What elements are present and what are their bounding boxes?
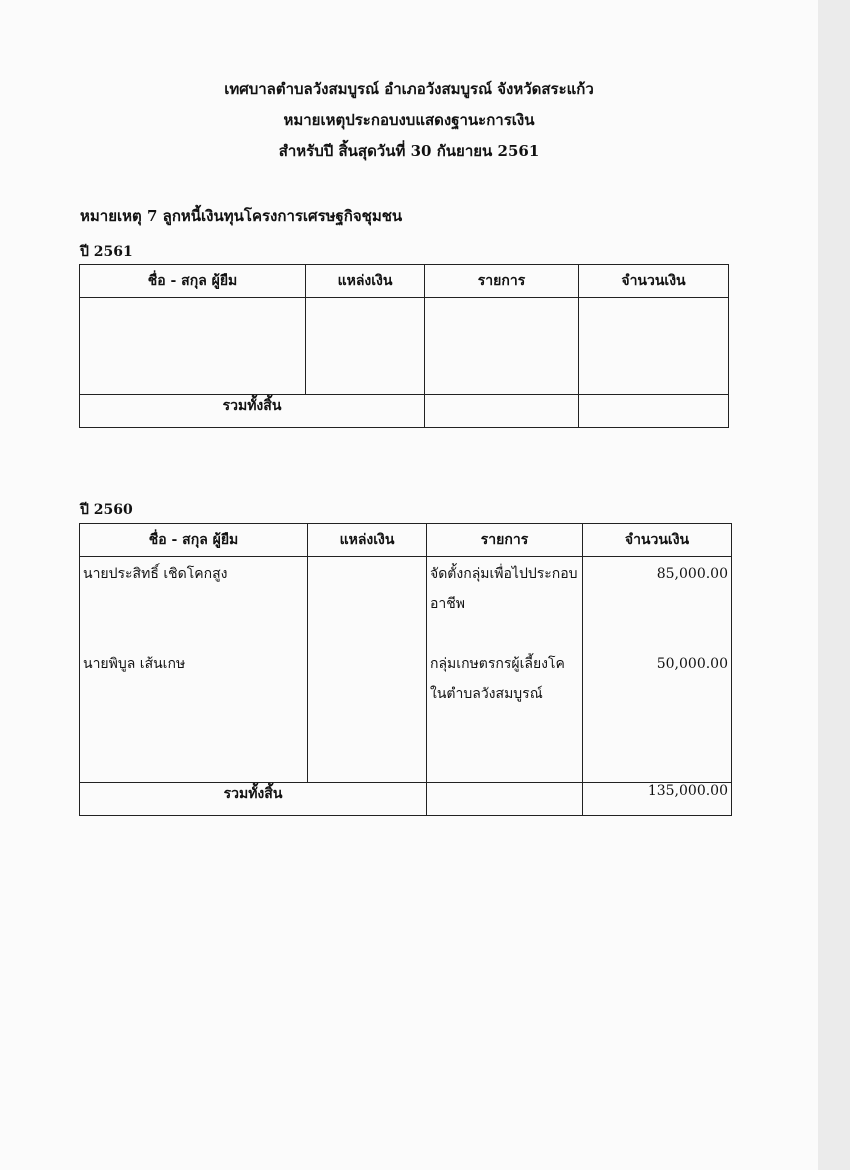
loan-amount: 50,000.00 bbox=[656, 656, 728, 672]
col-header-name: ชื่อ - สกุล ผู้ยืม bbox=[80, 265, 306, 298]
cell-item bbox=[427, 557, 583, 783]
table-row-empty bbox=[80, 298, 729, 395]
table-header-row bbox=[80, 524, 732, 557]
cell-name bbox=[80, 298, 306, 395]
item-description: จัดตั้งกลุ่มเพื่อไปประกอบ bbox=[430, 566, 578, 582]
loan-amount: 85,000.00 bbox=[656, 566, 728, 582]
cell-amount bbox=[583, 557, 732, 783]
cell-source bbox=[306, 298, 425, 395]
borrower-name: นายพิบูล เส้นเกษ bbox=[83, 656, 186, 672]
total-label: รวมทั้งสิ้น bbox=[80, 395, 425, 428]
header-period: สำหรับปี สิ้นสุดวันที่ 30 กันยายน 2561 bbox=[278, 142, 540, 160]
note-title: หมายเหตุ 7 ลูกหนี้เงินทุนโครงการเศรษฐกิจชุมชน bbox=[80, 207, 403, 225]
table-2561 bbox=[79, 264, 729, 428]
col-header-source: แหล่งเงิน bbox=[308, 524, 427, 557]
cell-name bbox=[80, 557, 308, 783]
cell-amount bbox=[579, 298, 729, 395]
total-row bbox=[80, 395, 729, 428]
total-row bbox=[80, 783, 732, 816]
col-header-amount: จำนวนเงิน bbox=[579, 265, 729, 298]
cell-item bbox=[425, 298, 579, 395]
col-header-source: แหล่งเงิน bbox=[306, 265, 425, 298]
year-2561-label: ปี 2561 bbox=[80, 244, 133, 260]
table-row bbox=[80, 557, 732, 783]
header-subject: หมายเหตุประกอบงบแสดงฐานะการเงิน bbox=[283, 111, 535, 129]
col-header-amount: จำนวนเงิน bbox=[583, 524, 732, 557]
total-amount: 135,000.00 bbox=[583, 783, 732, 816]
total-amount bbox=[579, 395, 729, 428]
table-2560 bbox=[79, 523, 732, 816]
col-header-item: รายการ bbox=[425, 265, 579, 298]
cell-source bbox=[308, 557, 427, 783]
header-organization: เทศบาลตำบลวังสมบูรณ์ อำเภอวังสมบูรณ์ จังหวัดสระแก้ว bbox=[224, 80, 594, 98]
item-description: ในตำบลวังสมบูรณ์ bbox=[430, 686, 543, 702]
total-item-cell bbox=[425, 395, 579, 428]
document-header bbox=[0, 74, 818, 167]
borrower-name: นายประสิทธิ์ เชิดโคกสูง bbox=[83, 566, 228, 582]
col-header-item: รายการ bbox=[427, 524, 583, 557]
item-description: อาชีพ bbox=[430, 596, 465, 612]
table-header-row bbox=[80, 265, 729, 298]
year-2560-label: ปี 2560 bbox=[80, 502, 133, 518]
col-header-name: ชื่อ - สกุล ผู้ยืม bbox=[80, 524, 308, 557]
item-description: กลุ่มเกษตรกรผู้เลี้ยงโค bbox=[430, 656, 565, 672]
total-item-cell bbox=[427, 783, 583, 816]
total-label: รวมทั้งสิ้น bbox=[80, 783, 427, 816]
